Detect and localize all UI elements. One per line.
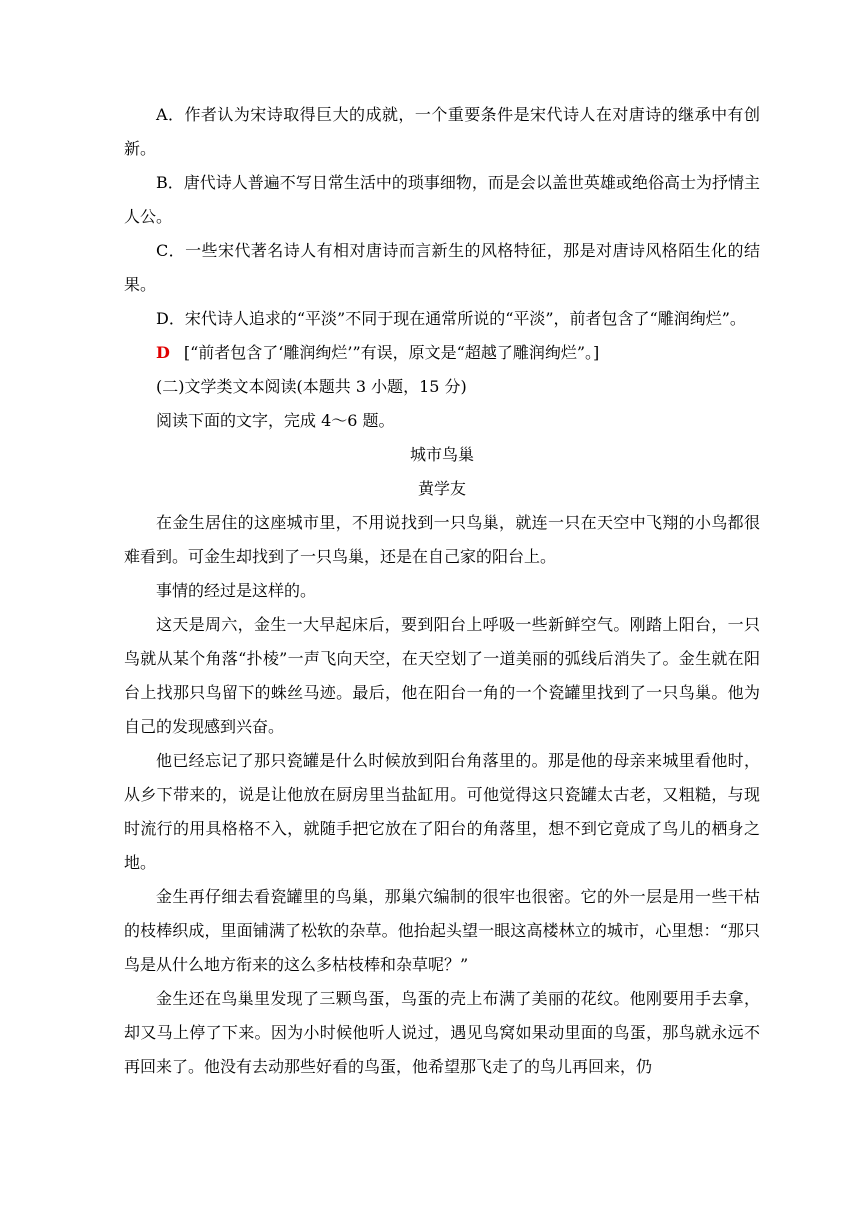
option-c: C．一些宋代著名诗人有相对唐诗而言新生的风格特征，那是对唐诗风格陌生化的结果。 bbox=[124, 241, 760, 294]
story-title: 城市鸟巢 bbox=[409, 445, 474, 464]
story-paragraph-3: 这天是周六，金生一大早起床后，要到阳台上呼吸一些新鲜空气。刚踏上阳台，一只鸟就从某个角落“扑棱”一声飞向天空，在天空划了一道美丽的弧线后消失了。金生就在阳台上找那只鸟留下的蛛丝马迹。最后，他在阳台一角的一个瓷罐里找到了一只鸟巢。他为自己的发现感到兴奋。 bbox=[124, 615, 760, 736]
answer-letter: D bbox=[156, 343, 170, 362]
option-a: A．作者认为宋诗取得巨大的成就，一个重要条件是宋代诗人在对唐诗的继承中有创新。 bbox=[124, 105, 760, 158]
story-paragraph-4: 他已经忘记了那只瓷罐是什么时候放到阳台角落里的。那是他的母亲来城里看他时，从乡下带来的，说是让他放在厨房里当盐缸用。可他觉得这只瓷罐太古老，又粗糙，与现时流行的用具格格不入，就随手把它放在了阳台的角落里，想不到它竟成了鸟儿的栖身之地。 bbox=[124, 751, 760, 872]
option-d: D．宋代诗人追求的“平淡”不同于现在通常所说的“平淡”，前者包含了“雕润绚烂”。 bbox=[156, 309, 746, 328]
story-paragraph-5: 金生再仔细去看瓷罐里的鸟巢，那巢穴编制的很牢也很密。它的外一层是用一些干枯的枝棒织成，里面铺满了松软的杂草。他抬起头望一眼这高楼林立的城市，心里想：“那只鸟是从什么地方衔来的这么多枯枝棒和杂草呢？” bbox=[124, 887, 760, 974]
answer-line bbox=[124, 336, 760, 370]
document-page bbox=[124, 98, 760, 1084]
story-paragraph-2: 事情的经过是这样的。 bbox=[156, 581, 317, 600]
option-b: B．唐代诗人普遍不写日常生活中的琐事细物，而是会以盖世英雄或绝俗高士为抒情主人公。 bbox=[124, 173, 760, 226]
section-heading: (二)文学类文本阅读(本题共 3 小题，15 分) bbox=[156, 377, 467, 396]
section-instruction: 阅读下面的文字，完成 4～6 题。 bbox=[156, 411, 395, 430]
answer-explanation: [“前者包含了‘雕润绚烂’”有误，原文是“超越了雕润绚烂”。] bbox=[183, 343, 600, 362]
story-paragraph-6: 金生还在鸟巢里发现了三颗鸟蛋，鸟蛋的壳上布满了美丽的花纹。他刚要用手去拿，却又马上停了下来。因为小时候他听人说过，遇见鸟窝如果动里面的鸟蛋，那鸟就永远不再回来了。他没有去动那些好看的鸟蛋，他希望那飞走了的鸟儿再回来，仍 bbox=[124, 989, 760, 1076]
story-paragraph-1: 在金生居住的这座城市里，不用说找到一只鸟巢，就连一只在天空中飞翔的小鸟都很难看到。可金生却找到了一只鸟巢，还是在自己家的阳台上。 bbox=[124, 513, 760, 566]
story-author: 黄学友 bbox=[417, 479, 466, 498]
